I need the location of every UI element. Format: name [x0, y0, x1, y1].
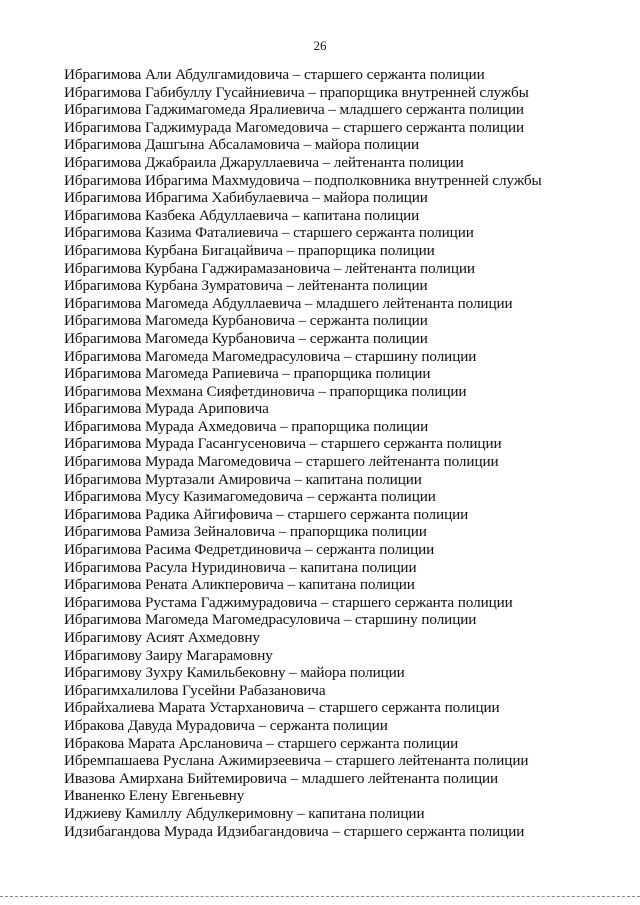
list-item: Ибрагимова Магомеда Курбановича – сержанта полиции: [64, 312, 428, 330]
list-item: Ибрагимова Радика Айгифовича – старшего сержанта полиции: [64, 505, 469, 523]
list-item: Ибрагимова Мурада Магомедовича – старшего лейтенанта полиции: [64, 453, 499, 471]
list-item: Ибрагимова Мехмана Сияфетдиновича – прапорщика полиции: [64, 382, 467, 400]
list-item: Ибракова Давуда Мурадовича – сержанта полиции: [64, 716, 388, 734]
list-item: Ибрагимову Асият Ахмедовну: [64, 629, 260, 646]
list-item: Ибрагимова Рамиза Зейналовича – прапорщика полиции: [64, 523, 427, 541]
list-item: Ибрагимова Мурада Гасангусеновича – старшего сержанта полиции: [64, 435, 502, 453]
footer-divider: [0, 896, 640, 897]
list-item: Ибрагимова Казима Фаталиевича – старшего сержанта полиции: [64, 224, 474, 242]
list-item: Ибрагимова Ибрагима Хабибулаевича – майора полиции: [64, 189, 428, 207]
list-item: Иджиеву Камиллу Абдулкеримовну – капитана полиции: [64, 804, 425, 822]
list-item: Ибремпашаева Руслана Ажимирзеевича – старшего лейтенанта полиции: [64, 752, 529, 770]
list-item: Ибрагимова Дашгына Абсаламовича – майора полиции: [64, 136, 420, 154]
list-item: Ибрагимова Гаджимагомеда Яралиевича – младшего сержанта полиции: [64, 101, 524, 119]
list-item: Ибрагимова Мурада Ариповича: [64, 400, 269, 418]
list-item: Ибрагимова Магомеда Абдуллаевича – младшего лейтенанта полиции: [64, 294, 513, 312]
list-item: Ибрагимова Магомеда Магомедрасуловича – старшину полиции: [64, 611, 477, 629]
list-item: Ибрагимова Казбека Абдуллаевича – капитана полиции: [64, 206, 420, 224]
list-item: Ибрагимова Курбана Гаджирамазановича – лейтенанта полиции: [64, 259, 475, 277]
list-item: Ибрагимова Габибуллу Гусайниевича – прапорщика внутренней службы: [64, 83, 529, 101]
list-item: Ибрайхалиева Марата Устархановича – старшего сержанта полиции: [64, 699, 500, 717]
list-item: Ибрагимова Гаджимурада Магомедовича – старшего сержанта полиции: [64, 118, 525, 136]
list-item: Ибрагимова Али Абдулгамидовича – старшего сержанта полиции: [64, 66, 485, 83]
list-item: Ибрагимова Ибрагима Махмудовича – подполковника внутренней службы: [64, 171, 542, 189]
name-list: [64, 66, 630, 840]
list-item: Ибрагимова Джабраила Джаруллаевича – лейтенанта полиции: [64, 153, 464, 171]
list-item: Ибрагимова Мусу Казимагомедовича – сержанта полиции: [64, 488, 436, 506]
list-item: Ибрагимова Муртазали Амировича – капитана полиции: [64, 470, 422, 488]
list-item: Ибрагимова Расима Федретдиновича – сержанта полиции: [64, 541, 435, 559]
list-item: Ибрагимову Заиру Магарамовну: [64, 646, 273, 664]
list-item: Ибрагимова Магомеда Магомедрасуловича – старшину полиции: [64, 347, 477, 365]
list-item: Идзибагандова Мурада Идзибагандовича – старшего сержанта полиции: [64, 822, 525, 840]
list-item: Иваненко Елену Евгеньевну: [64, 787, 245, 805]
list-item: Ибрагимова Мурада Ахмедовича – прапорщика полиции: [64, 417, 429, 435]
list-item: Ибрагимхалилова Гусейни Рабазановича: [64, 681, 326, 699]
list-item: Ибрагимову Зухру Камильбековну – майора полиции: [64, 664, 405, 682]
page-number: 26: [313, 38, 327, 53]
list-item: Ибрагимова Курбана Бигацайвича – прапорщика полиции: [64, 241, 435, 259]
list-item: Ибрагимова Магомеда Курбановича – сержанта полиции: [64, 329, 428, 347]
list-item: Ибрагимова Рустама Гаджимурадовича – старшего сержанта полиции: [64, 593, 513, 611]
list-item: Ибрагимова Курбана Зумратовича – лейтенанта полиции: [64, 277, 428, 295]
list-item: Ибрагимова Магомеда Рапиевича – прапорщика полиции: [64, 365, 431, 383]
list-item: Ибрагимова Расула Нуридиновича – капитана полиции: [64, 558, 417, 576]
list-item: Ибрагимова Рената Аликперовича – капитана полиции: [64, 576, 415, 594]
list-item: Ивазова Амирхана Бийтемировича – младшего лейтенанта полиции: [64, 769, 499, 787]
list-item: Ибракова Марата Арслановича – старшего сержанта полиции: [64, 734, 459, 752]
